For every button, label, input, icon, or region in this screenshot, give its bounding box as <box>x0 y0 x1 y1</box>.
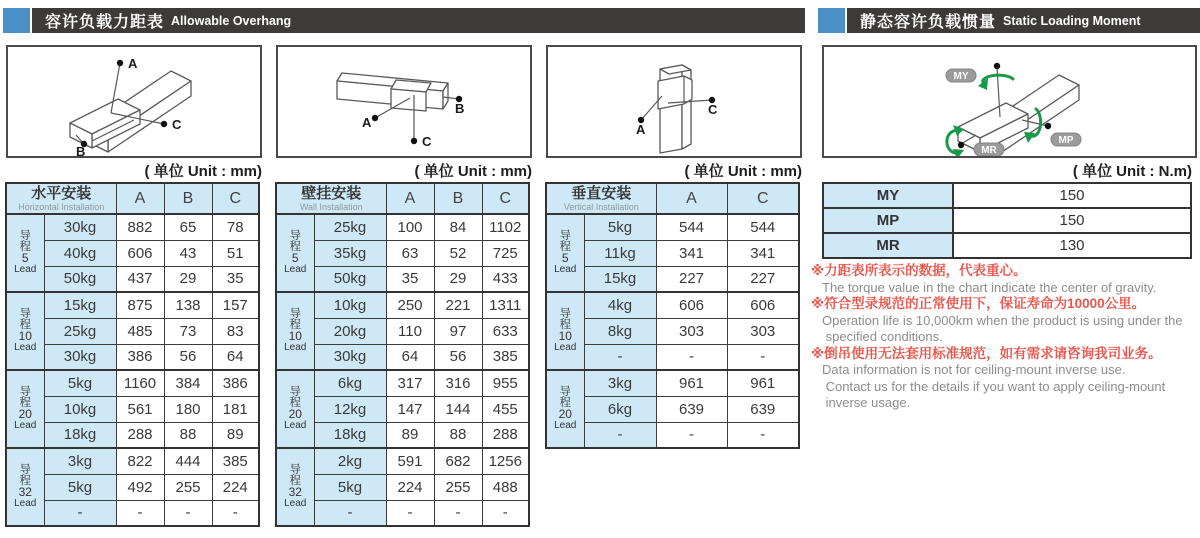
note-zh: ※力距表所表示的数据，代表重心。 <box>811 263 1027 278</box>
value-cell: 639 <box>727 396 799 422</box>
table-row <box>546 214 799 240</box>
load-cell: 25kg <box>314 214 386 240</box>
load-cell: 30kg <box>44 344 116 370</box>
moment-title-zh: 静态容许负载惯量 <box>860 14 997 31</box>
vertical-installation-table <box>545 182 800 449</box>
value-cell: 83 <box>212 318 259 344</box>
value-cell: 88 <box>434 422 482 448</box>
vertical-installation-diagram <box>546 45 802 158</box>
value-cell: 97 <box>434 318 482 344</box>
point-c-label: C <box>422 134 432 149</box>
overhang-title-en: Allowable Overhang <box>171 13 292 28</box>
value-cell: 180 <box>164 396 212 422</box>
table-title-cell <box>546 183 656 214</box>
load-cell: 6kg <box>584 396 656 422</box>
mr-badge-label: MR <box>981 145 997 156</box>
value-cell: 955 <box>482 370 529 396</box>
value-cell: 606 <box>727 292 799 318</box>
value-cell: 303 <box>656 318 727 344</box>
value-cell: 84 <box>434 214 482 240</box>
column-header-a: A <box>386 183 434 214</box>
table-row <box>546 370 799 396</box>
load-cell: 8kg <box>584 318 656 344</box>
value-cell: 437 <box>116 266 164 292</box>
column-header-c: C <box>212 183 259 214</box>
value-cell: 56 <box>434 344 482 370</box>
value-cell: 455 <box>482 396 529 422</box>
table-row <box>276 474 529 500</box>
value-cell: 386 <box>116 344 164 370</box>
moment-value-cell: 150 <box>953 208 1191 233</box>
lead-en-label: Lead <box>284 498 307 509</box>
horizontal-installation-diagram <box>6 45 262 158</box>
column-header-c: C <box>727 183 799 214</box>
table-row <box>276 396 529 422</box>
load-cell: 5kg <box>314 474 386 500</box>
load-cell: 15kg <box>44 292 116 318</box>
load-cell: 40kg <box>44 240 116 266</box>
value-cell: 100 <box>386 214 434 240</box>
lead-value: 5 <box>291 251 299 265</box>
value-cell: 591 <box>386 448 434 474</box>
wall-rail-drawing <box>278 47 530 156</box>
installation-name-zh: 水平安装 <box>31 184 92 202</box>
lead-cell <box>546 370 584 448</box>
value-cell: - <box>386 500 434 526</box>
lead-cell <box>6 214 44 292</box>
moment-rail-drawing <box>824 47 1195 156</box>
static-moment-diagram <box>822 45 1197 158</box>
wall-installation-diagram <box>276 45 532 158</box>
table-row <box>276 318 529 344</box>
value-cell: - <box>727 344 799 370</box>
value-cell: 288 <box>482 422 529 448</box>
value-cell: 51 <box>212 240 259 266</box>
table-row <box>546 396 799 422</box>
mr-axis-dot <box>958 142 964 148</box>
note-en: Contact us for the details if you want to apply ceiling-mount <box>822 378 1166 394</box>
lead-cell <box>276 448 314 526</box>
value-cell: - <box>116 500 164 526</box>
value-cell: - <box>434 500 482 526</box>
load-cell: - <box>584 422 656 448</box>
value-cell: 65 <box>164 214 212 240</box>
my-axis-dot <box>994 63 1000 69</box>
lead-en-label: Lead <box>554 342 577 353</box>
lead-char: 导 <box>289 464 301 476</box>
lead-char: 程 <box>19 241 31 253</box>
table-row <box>276 448 529 474</box>
value-cell: 433 <box>482 266 529 292</box>
value-cell: 485 <box>116 318 164 344</box>
lead-cell <box>6 448 44 526</box>
table-title-cell <box>6 183 116 214</box>
value-cell: 961 <box>727 370 799 396</box>
table-row <box>546 292 799 318</box>
load-cell: - <box>584 344 656 370</box>
lead-value: 10 <box>558 329 572 343</box>
lead-cell <box>546 292 584 370</box>
table-row <box>546 422 799 448</box>
value-cell: 725 <box>482 240 529 266</box>
table-row <box>6 448 259 474</box>
value-cell: 157 <box>212 292 259 318</box>
value-cell: 43 <box>164 240 212 266</box>
value-cell: 35 <box>212 266 259 292</box>
table-row <box>6 318 259 344</box>
value-cell: 386 <box>212 370 259 396</box>
value-cell: 224 <box>386 474 434 500</box>
lead-char: 导 <box>289 386 301 398</box>
value-cell: 88 <box>164 422 212 448</box>
lead-char: 程 <box>19 475 31 487</box>
note-en: Operation life is 10,000km when the product is using under the <box>822 312 1183 328</box>
value-cell: 89 <box>386 422 434 448</box>
unit-label-nm: ( 单位 Unit : N.m) <box>1072 163 1192 180</box>
unit-label-mm: ( 单位 Unit : mm) <box>684 163 802 180</box>
lead-en-label: Lead <box>284 420 307 431</box>
lead-char: 程 <box>19 319 31 331</box>
table-row <box>276 214 529 240</box>
table-row <box>546 266 799 292</box>
lead-char: 导 <box>19 230 31 242</box>
table-row <box>6 240 259 266</box>
vertical-rail-drawing <box>548 47 800 156</box>
value-cell: 227 <box>656 266 727 292</box>
value-cell: 29 <box>164 266 212 292</box>
table-row <box>6 474 259 500</box>
table-row <box>6 266 259 292</box>
value-cell: 288 <box>116 422 164 448</box>
table-row <box>823 183 1191 208</box>
value-cell: 341 <box>727 240 799 266</box>
horizontal-rail-drawing <box>8 47 260 156</box>
load-cell: 12kg <box>314 396 386 422</box>
overhang-title-bar <box>32 8 805 33</box>
lead-cell <box>276 214 314 292</box>
table-row <box>6 370 259 396</box>
load-cell: 3kg <box>44 448 116 474</box>
load-cell: 18kg <box>44 422 116 448</box>
value-cell: 341 <box>656 240 727 266</box>
mp-axis-dot <box>1045 123 1051 129</box>
note-en: specified conditions. <box>822 329 943 344</box>
table-row <box>546 344 799 370</box>
lead-char: 导 <box>559 386 571 398</box>
installation-name-en: Horizontal Installation <box>18 201 105 212</box>
installation-name-en: Wall Installation <box>299 201 363 212</box>
lead-cell <box>546 214 584 292</box>
point-b-label: B <box>76 144 86 156</box>
table-row <box>6 500 259 526</box>
value-cell: 875 <box>116 292 164 318</box>
unit-label-mm: ( 单位 Unit : mm) <box>414 163 532 180</box>
value-cell: 444 <box>164 448 212 474</box>
lead-en-label: Lead <box>284 342 307 353</box>
point-c-dot <box>161 121 167 127</box>
value-cell: 385 <box>482 344 529 370</box>
lead-char: 程 <box>289 397 301 409</box>
table-row <box>6 396 259 422</box>
value-cell: 64 <box>212 344 259 370</box>
lead-value: 32 <box>288 485 302 499</box>
value-cell: 181 <box>212 396 259 422</box>
value-cell: 561 <box>116 396 164 422</box>
lead-value: 10 <box>288 329 302 343</box>
lead-value: 20 <box>558 407 572 421</box>
load-cell: 5kg <box>584 214 656 240</box>
value-cell: 1311 <box>482 292 529 318</box>
load-cell: 11kg <box>584 240 656 266</box>
value-cell: 255 <box>164 474 212 500</box>
lead-en-label: Lead <box>554 420 577 431</box>
table-row <box>276 344 529 370</box>
note-zh: ※符合型录规范的正常使用下，保证寿命为10000公里。 <box>811 296 1146 311</box>
value-cell: 64 <box>386 344 434 370</box>
mp-badge-label: MP <box>1058 135 1074 146</box>
value-cell: 1256 <box>482 448 529 474</box>
value-cell: - <box>212 500 259 526</box>
load-cell: 30kg <box>314 344 386 370</box>
moment-value-cell: 130 <box>953 233 1191 258</box>
load-cell: - <box>314 500 386 526</box>
value-cell: 682 <box>434 448 482 474</box>
moment-label-cell: MR <box>823 233 953 258</box>
point-b-label: B <box>455 101 465 116</box>
lead-en-label: Lead <box>14 342 37 353</box>
column-header-a: A <box>656 183 727 214</box>
value-cell: 138 <box>164 292 212 318</box>
value-cell: 317 <box>386 370 434 396</box>
wall-spec-table <box>275 182 530 527</box>
value-cell: 544 <box>727 214 799 240</box>
load-cell: 50kg <box>44 266 116 292</box>
lead-char: 导 <box>289 308 301 320</box>
column-header-b: B <box>164 183 212 214</box>
my-badge-label: MY <box>953 71 969 82</box>
moment-label-cell: MP <box>823 208 953 233</box>
table-row <box>6 422 259 448</box>
horizontal-installation-table <box>5 182 260 527</box>
lead-char: 导 <box>19 308 31 320</box>
point-c-label: C <box>172 117 182 132</box>
point-a-dot <box>372 115 378 121</box>
moment-value-cell: 150 <box>953 183 1191 208</box>
value-cell: 1102 <box>482 214 529 240</box>
load-cell: 18kg <box>314 422 386 448</box>
static-moment-table <box>822 182 1192 259</box>
value-cell: - <box>482 500 529 526</box>
lead-en-label: Lead <box>284 264 307 275</box>
moment-table <box>822 182 1192 259</box>
note-zh: ※倒吊使用无法套用标准规范，如有需求请咨询我司业务。 <box>811 345 1162 361</box>
load-cell: 10kg <box>44 396 116 422</box>
table-row <box>823 208 1191 233</box>
lead-char: 程 <box>559 241 571 253</box>
value-cell: 882 <box>116 214 164 240</box>
value-cell: 606 <box>116 240 164 266</box>
value-cell: 147 <box>386 396 434 422</box>
moment-title-en: Static Loading Moment <box>1003 13 1141 28</box>
load-cell: 35kg <box>314 240 386 266</box>
value-cell: 110 <box>386 318 434 344</box>
lead-cell <box>6 370 44 448</box>
lead-value: 20 <box>18 407 32 421</box>
load-cell: 2kg <box>314 448 386 474</box>
column-header-c: C <box>482 183 529 214</box>
installation-name-zh: 壁挂安装 <box>301 184 362 202</box>
table-row <box>276 240 529 266</box>
load-cell: 50kg <box>314 266 386 292</box>
lead-char: 导 <box>19 386 31 398</box>
table-row <box>6 292 259 318</box>
lead-char: 程 <box>289 319 301 331</box>
blue-accent-square <box>3 8 30 33</box>
moment-section-header <box>818 8 1200 33</box>
lead-value: 10 <box>18 329 32 343</box>
load-cell: 30kg <box>44 214 116 240</box>
load-cell: 25kg <box>44 318 116 344</box>
value-cell: 385 <box>212 448 259 474</box>
load-cell: 4kg <box>584 292 656 318</box>
point-a-label: A <box>362 115 372 130</box>
value-cell: 961 <box>656 370 727 396</box>
value-cell: 822 <box>116 448 164 474</box>
lead-char: 程 <box>559 397 571 409</box>
lead-cell <box>276 292 314 370</box>
value-cell: 639 <box>656 396 727 422</box>
overhang-section-header <box>3 8 805 33</box>
value-cell: 78 <box>212 214 259 240</box>
lead-value: 5 <box>561 251 569 265</box>
column-header-a: A <box>116 183 164 214</box>
value-cell: 316 <box>434 370 482 396</box>
unit-label-mm: ( 单位 Unit : mm) <box>144 163 262 180</box>
table-row <box>546 318 799 344</box>
table-row <box>6 214 259 240</box>
lead-char: 导 <box>289 230 301 242</box>
overhang-title-zh: 容许负载力距表 <box>45 14 165 31</box>
lead-en-label: Lead <box>14 498 37 509</box>
value-cell: 633 <box>482 318 529 344</box>
lead-en-label: Lead <box>14 420 37 431</box>
note-en: The torque value in the chart indicate the center of gravity. <box>822 279 1157 295</box>
load-cell: 5kg <box>44 370 116 396</box>
installation-name-en: Vertical Installation <box>563 201 639 212</box>
load-cell: 6kg <box>314 370 386 396</box>
value-cell: 492 <box>116 474 164 500</box>
value-cell: 384 <box>164 370 212 396</box>
wall-installation-table <box>275 182 530 527</box>
installation-name-zh: 垂直安装 <box>571 184 632 202</box>
table-row <box>276 292 529 318</box>
table-row <box>6 344 259 370</box>
lead-char: 导 <box>559 230 571 242</box>
load-cell: 3kg <box>584 370 656 396</box>
lead-char: 导 <box>559 308 571 320</box>
lead-cell <box>6 292 44 370</box>
lead-en-label: Lead <box>554 264 577 275</box>
value-cell: 255 <box>434 474 482 500</box>
table-row <box>276 500 529 526</box>
table-row <box>276 266 529 292</box>
value-cell: 221 <box>434 292 482 318</box>
load-cell: - <box>44 500 116 526</box>
value-cell: - <box>656 422 727 448</box>
lead-char: 程 <box>19 397 31 409</box>
horizontal-spec-table <box>5 182 260 527</box>
load-cell: 5kg <box>44 474 116 500</box>
note-en: Data information is not for ceiling-mount inverse use. <box>822 362 1126 377</box>
value-cell: - <box>727 422 799 448</box>
table-title-cell <box>276 183 386 214</box>
value-cell: 544 <box>656 214 727 240</box>
table-row <box>276 422 529 448</box>
point-c-dot <box>411 138 417 144</box>
value-cell: 606 <box>656 292 727 318</box>
table-row <box>546 240 799 266</box>
value-cell: 35 <box>386 266 434 292</box>
value-cell: 250 <box>386 292 434 318</box>
lead-char: 程 <box>289 241 301 253</box>
lead-value: 5 <box>21 251 29 265</box>
moment-label-cell: MY <box>823 183 953 208</box>
load-cell: 10kg <box>314 292 386 318</box>
blue-accent-square <box>818 8 845 33</box>
value-cell: 73 <box>164 318 212 344</box>
point-c-label: C <box>708 102 718 117</box>
value-cell: 56 <box>164 344 212 370</box>
point-a-dot <box>117 60 123 66</box>
vertical-spec-table <box>545 182 800 449</box>
value-cell: 1160 <box>116 370 164 396</box>
value-cell: - <box>656 344 727 370</box>
value-cell: 63 <box>386 240 434 266</box>
table-row <box>276 370 529 396</box>
value-cell: 303 <box>727 318 799 344</box>
load-cell: 20kg <box>314 318 386 344</box>
load-cell: 15kg <box>584 266 656 292</box>
value-cell: 29 <box>434 266 482 292</box>
value-cell: 224 <box>212 474 259 500</box>
value-cell: 488 <box>482 474 529 500</box>
table-row <box>823 233 1191 258</box>
lead-char: 程 <box>559 319 571 331</box>
footnotes <box>811 263 1200 412</box>
value-cell: 144 <box>434 396 482 422</box>
lead-cell <box>276 370 314 448</box>
lead-en-label: Lead <box>14 264 37 275</box>
lead-value: 32 <box>18 485 32 499</box>
value-cell: - <box>164 500 212 526</box>
column-header-b: B <box>434 183 482 214</box>
lead-value: 20 <box>288 407 302 421</box>
value-cell: 52 <box>434 240 482 266</box>
lead-char: 导 <box>19 464 31 476</box>
note-en: inverse usage. <box>822 395 911 410</box>
value-cell: 227 <box>727 266 799 292</box>
moment-title-bar <box>847 8 1200 33</box>
point-a-label: A <box>128 56 138 71</box>
point-a-label: A <box>636 122 646 137</box>
value-cell: 89 <box>212 422 259 448</box>
lead-char: 程 <box>289 475 301 487</box>
